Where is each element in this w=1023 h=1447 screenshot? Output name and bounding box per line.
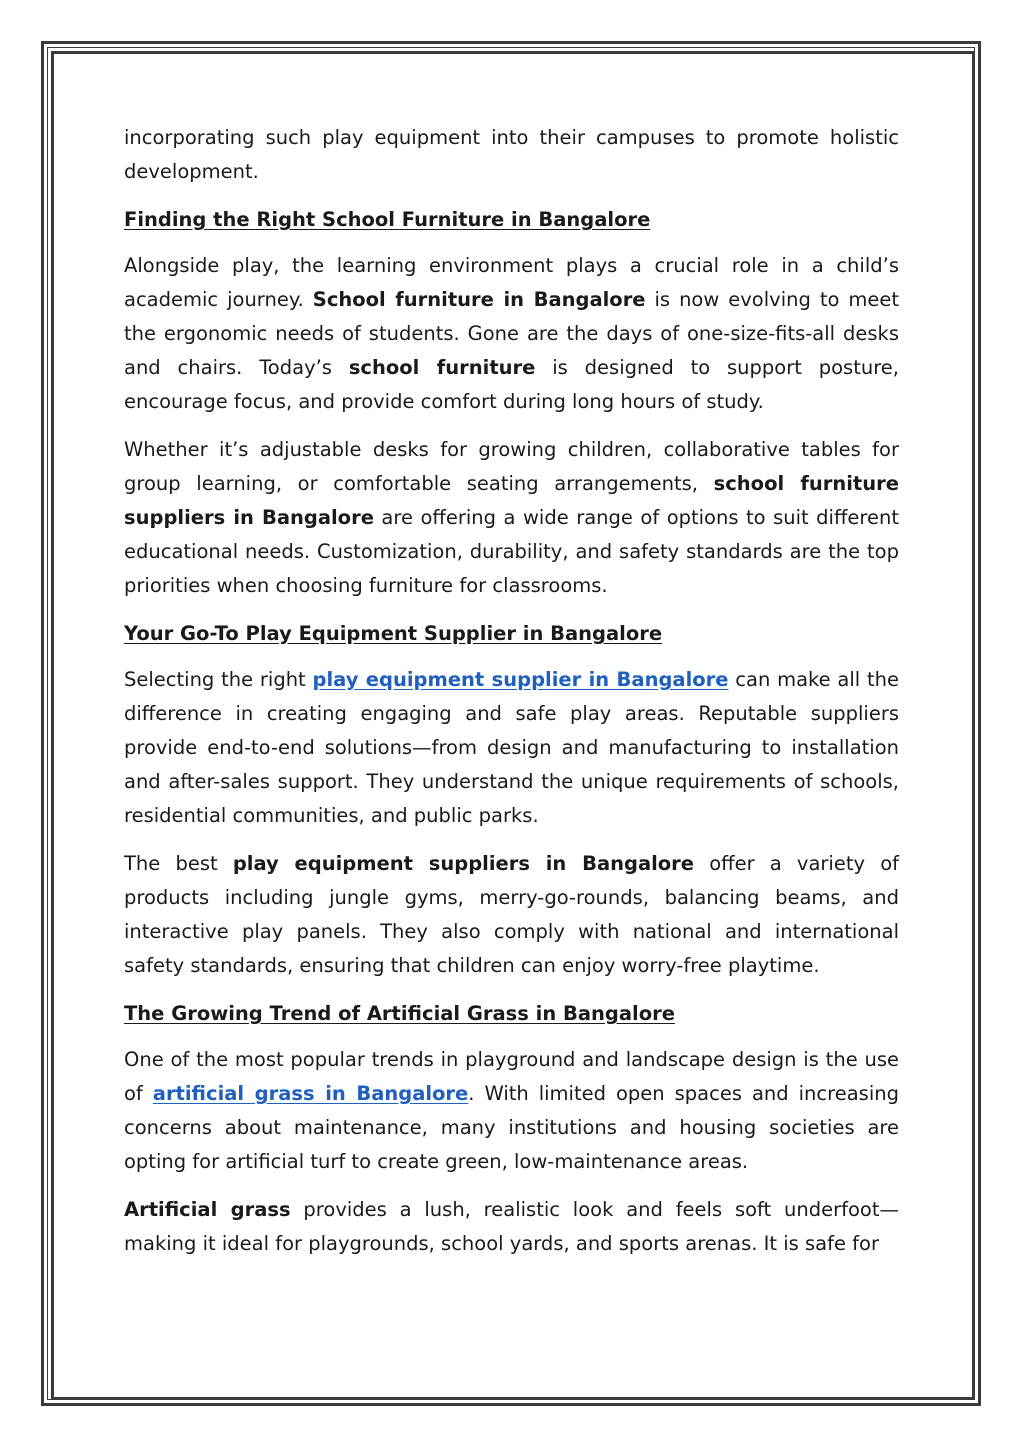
text-run: The best (124, 852, 233, 875)
bold-school-furniture-bangalore: School furniture in Bangalore (312, 288, 646, 311)
paragraph-furniture-suppliers (124, 433, 899, 603)
text-run: offer a variety of products including jungle gyms, merry-go-rounds, balancing beams, and interactive play panels. They also comply with national and international safety standards, ensuring that children can enjoy worry-free playtime. (124, 852, 899, 977)
paragraph-artificial-grass-trend (124, 1043, 899, 1179)
paragraph-school-furniture-intro (124, 249, 899, 419)
text-run: Alongside play, the learning environment plays a crucial role in a child’s academic journey. (124, 254, 899, 311)
bold-furniture-suppliers: school furniture suppliers in Bangalore (124, 472, 899, 529)
bold-school-furniture: school furniture (348, 356, 536, 379)
link-artificial-grass[interactable]: artificial grass in Bangalore (152, 1082, 469, 1105)
paragraph-selecting-supplier (124, 663, 899, 833)
paragraph-artificial-grass-benefits (124, 1193, 899, 1261)
text-run: One of the most popular trends in playground and landscape design is the use of (124, 1048, 899, 1105)
text-run: Whether it’s adjustable desks for growing children, collaborative tables for group learning, or comfortable seating arrangements, (124, 438, 899, 495)
bold-artificial-grass: Artificial grass (124, 1198, 291, 1221)
paragraph-intro-continuation: incorporating such play equipment into their campuses to promote holistic development. (124, 126, 899, 183)
text-run: . With limited open spaces and increasing concerns about maintenance, many institutions and housing societies are opting for artificial turf to create green, low-maintenance areas. (124, 1082, 899, 1173)
text-run: is designed to support posture, encourage focus, and provide comfort during long hours of study. (124, 356, 899, 413)
text-run: can make all the difference in creating engaging and safe play areas. Reputable suppliers provide end-to-end solutions—from design and manufacturing to installation and after-sales support. They understand the unique requirements of schools, residential communities, and public parks. (124, 668, 899, 827)
text-run: provides a lush, realistic look and feels soft underfoot—making it ideal for playgrounds, school yards, and sports arenas. It is safe for (124, 1198, 899, 1255)
bold-play-equipment-suppliers: play equipment suppliers in Bangalore (232, 852, 695, 875)
link-play-equipment-supplier[interactable]: play equipment supplier in Bangalore (312, 668, 729, 691)
text-run: Selecting the right (124, 668, 313, 691)
heading-play-equipment-supplier: Your Go-To Play Equipment Supplier in Bangalore (124, 622, 663, 645)
paragraph-best-suppliers (124, 847, 899, 983)
heading-artificial-grass: The Growing Trend of Artificial Grass in Bangalore (124, 1002, 675, 1025)
text-run: are offering a wide range of options to suit different educational needs. Customization, durability, and safety standards are the top priorities when choosing furniture for classrooms. (124, 506, 899, 597)
text-run: is now evolving to meet the ergonomic needs of students. Gone are the days of one-size-fits-all desks and chairs. Today’s (124, 288, 900, 379)
heading-school-furniture: Finding the Right School Furniture in Bangalore (124, 208, 651, 231)
document-body (124, 121, 899, 1275)
